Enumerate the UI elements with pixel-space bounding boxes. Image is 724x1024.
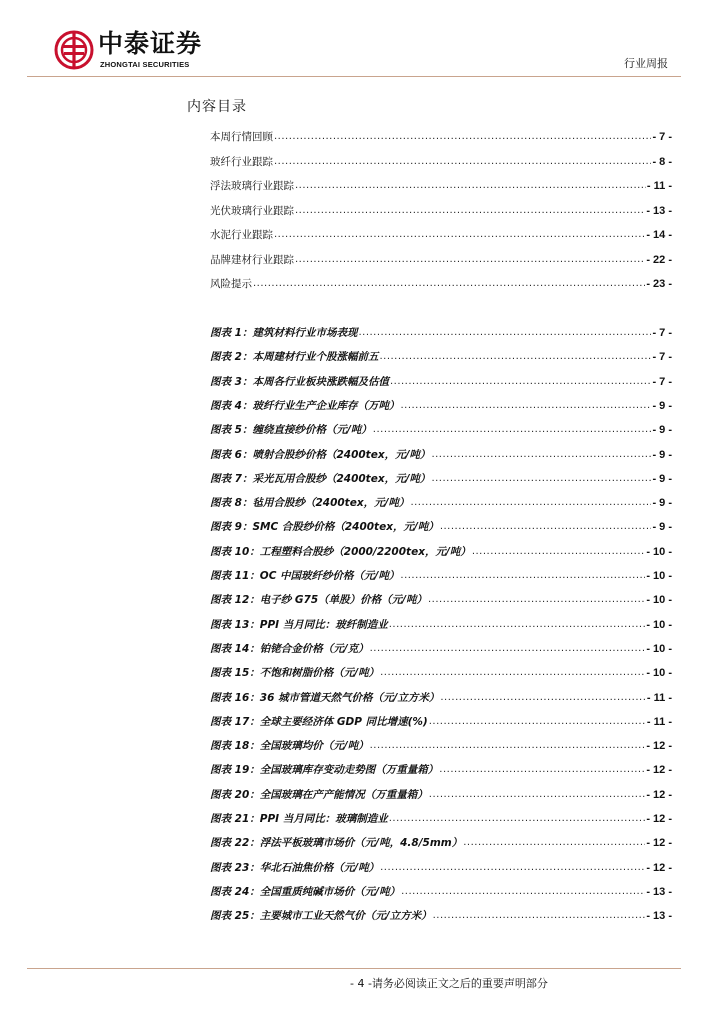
toc-entry-label: 图表 20：全国玻璃在产产能情况（万重量箱）: [210, 788, 428, 801]
toc-entry-label: 图表 12：电子纱 G75（单股）价格（元/吨）: [210, 594, 427, 607]
toc-entry-label: 图表 24：全国重质纯碱市场价（元/吨）: [210, 885, 401, 898]
toc-title: 内容目录: [187, 99, 247, 115]
toc-entry-label: 图表 22：浮法平板玻璃市场价（元/吨，4.8/5mm）: [210, 837, 463, 850]
toc-dot-leader: [439, 763, 645, 777]
header-divider: [27, 76, 681, 77]
toc-entry-page: - 12 -: [646, 813, 672, 825]
toc-entry-page: - 7 -: [652, 351, 672, 364]
toc-figure-entry[interactable]: [210, 737, 672, 753]
toc-entry-page: - 7 -: [652, 327, 672, 339]
toc-entry-page: - 7 -: [652, 131, 672, 143]
toc-figure-entry[interactable]: [210, 713, 672, 729]
toc-dot-leader: [390, 375, 651, 389]
toc-entry-page: - 22 -: [646, 253, 672, 266]
toc-dot-leader: [380, 861, 645, 875]
toc-entry-label: 风险提示: [210, 278, 252, 290]
toc-entry-page: - 23 -: [646, 278, 672, 290]
toc-section-entry[interactable]: [210, 202, 672, 218]
toc-dot-leader: [389, 618, 646, 632]
footer-divider: [27, 968, 681, 969]
toc-entry-label: 水泥行业跟踪: [210, 229, 273, 241]
toc-figure-entry[interactable]: [210, 518, 672, 534]
toc-dot-leader: [373, 423, 652, 437]
toc-entry-page: - 10 -: [646, 642, 672, 655]
toc-entry-page: - 10 -: [646, 594, 672, 607]
toc-section-entry[interactable]: [210, 275, 672, 291]
toc-dot-leader: [463, 836, 645, 850]
toc-figure-entry[interactable]: [210, 883, 672, 899]
toc-figure-entry[interactable]: [210, 616, 672, 632]
toc-entry-label: 图表 15：不饱和树脂价格（元/吨）: [210, 667, 380, 680]
toc-entry-label: 图表 21：PPI 当月同比：玻璃制造业: [210, 813, 388, 825]
toc-entry-page: - 7 -: [652, 375, 672, 388]
toc-entry-label: 图表 18：全国玻璃均价（元/吨）: [210, 740, 369, 753]
toc-entry-label: 图表 3：本周各行业板块涨跌幅及估值: [210, 375, 389, 388]
toc-dot-leader: [429, 788, 646, 802]
toc-entry-page: - 9 -: [652, 472, 672, 485]
page-header: [0, 0, 724, 80]
toc-section-entry[interactable]: [210, 128, 672, 144]
toc-section-entry[interactable]: [210, 251, 672, 267]
toc-entry-page: - 9 -: [652, 497, 672, 510]
toc-entry-page: - 10 -: [646, 545, 672, 558]
toc-entry-page: - 8 -: [652, 155, 672, 168]
toc-figure-entry[interactable]: [210, 810, 672, 826]
toc-entry-page: - 12 -: [646, 861, 672, 874]
toc-entry-label: 图表 9：SMC 合股纱价格（2400tex，元/吨）: [210, 521, 439, 534]
toc-dot-leader: [379, 350, 651, 364]
toc-figure-entry[interactable]: [210, 470, 672, 486]
toc-dot-leader: [389, 812, 646, 826]
toc-entry-page: - 9 -: [652, 424, 672, 437]
toc-dot-leader: [431, 472, 651, 486]
toc-entry-label: 图表 4：玻纤行业生产企业库存（万吨）: [210, 399, 400, 412]
toc-dot-leader: [401, 885, 645, 899]
toc-figure-entry[interactable]: [210, 348, 672, 364]
toc-entry-page: - 11 -: [646, 691, 672, 704]
toc-entry-label: 图表 7：采光瓦用合股纱（2400tex，元/吨）: [210, 472, 431, 485]
toc-entry-label: 图表 14：铂铑合金价格（元/克）: [210, 642, 369, 655]
toc-dot-leader: [431, 448, 651, 462]
toc-figure-entry[interactable]: [210, 859, 672, 875]
toc-section-entry[interactable]: [210, 226, 672, 242]
toc-entry-page: - 13 -: [646, 204, 672, 217]
toc-figure-entry[interactable]: [210, 567, 672, 583]
toc-entry-page: - 12 -: [646, 788, 672, 801]
toc-figure-entry[interactable]: [210, 446, 672, 462]
brand-name-en: ZHONGTAI SECURITIES: [100, 60, 190, 69]
toc-dot-leader: [433, 909, 646, 923]
toc-entry-page: - 12 -: [646, 740, 672, 753]
toc-entry-label: 本周行情回顾: [210, 131, 273, 143]
toc-entry-page: - 9 -: [652, 399, 672, 412]
toc-dot-leader: [370, 642, 646, 656]
toc-figure-entry[interactable]: [210, 664, 672, 680]
toc-entry-page: - 11 -: [646, 180, 672, 192]
toc-entry-label: 图表 8：毡用合股纱（2400tex，元/吨）: [210, 497, 410, 510]
toc-entry-page: - 11 -: [646, 715, 672, 728]
toc-figure-entry[interactable]: [210, 640, 672, 656]
toc-entry-page: - 10 -: [646, 667, 672, 680]
page-footer: - 4 -请务必阅读正文之后的重要声明部分: [350, 977, 548, 990]
toc-dot-leader: [274, 155, 651, 169]
toc-entry-page: - 9 -: [652, 448, 672, 461]
toc-entry-page: - 12 -: [646, 837, 672, 850]
toc-dot-leader: [400, 399, 651, 413]
toc-figure-entry[interactable]: [210, 324, 672, 340]
toc-entry-page: - 9 -: [652, 521, 672, 534]
toc-section-entry[interactable]: [210, 153, 672, 169]
toc-entry-label: 图表 25：主要城市工业天然气价（元/立方米）: [210, 910, 432, 923]
toc-entry-label: 图表 19：全国玻璃库存变动走势图（万重量箱）: [210, 764, 439, 777]
toc-dot-leader: [440, 691, 646, 705]
toc-dot-leader: [472, 545, 646, 559]
toc-dot-leader: [440, 520, 652, 534]
toc-dot-leader: [410, 496, 651, 510]
toc-dot-leader: [380, 666, 645, 680]
toc-figure-entry[interactable]: [210, 689, 672, 705]
toc-dot-leader: [274, 130, 651, 144]
toc-figure-entry[interactable]: [210, 761, 672, 777]
toc-figure-entry[interactable]: [210, 591, 672, 607]
toc-entry-label: 光伏玻璃行业跟踪: [210, 204, 294, 217]
toc-entry-label: 图表 10：工程塑料合股纱（2000/2200tex，元/吨）: [210, 545, 471, 558]
toc-entry-page: - 12 -: [646, 764, 672, 777]
toc-entry-label: 图表 17：全球主要经济体 GDP 同比增速(%): [210, 715, 428, 728]
toc-entry-label: 图表 5：缠绕直接纱价格（元/吨）: [210, 424, 372, 437]
toc-entry-page: - 13 -: [646, 910, 672, 923]
toc-dot-leader: [253, 277, 645, 291]
toc-entry-page: - 10 -: [646, 618, 672, 631]
toc-dot-leader: [274, 228, 645, 242]
toc-figure-entry[interactable]: [210, 373, 672, 389]
toc-figure-entry[interactable]: [210, 786, 672, 802]
toc-figure-entry[interactable]: [210, 834, 672, 850]
toc-entry-label: 图表 23：华北石油焦价格（元/吨）: [210, 861, 380, 874]
brand-name-cn: 中泰证券: [98, 29, 203, 58]
toc-dot-leader: [428, 593, 645, 607]
toc-entry-page: - 13 -: [646, 885, 672, 898]
toc-dot-leader: [295, 253, 645, 267]
toc-figure-entry[interactable]: [210, 907, 672, 923]
toc-entry-page: - 10 -: [646, 570, 672, 582]
toc-figure-entry[interactable]: [210, 543, 672, 559]
toc-dot-leader: [400, 569, 645, 583]
toc-section-entry[interactable]: [210, 177, 672, 193]
toc-entry-page: - 14 -: [646, 229, 672, 241]
toc-dot-leader: [295, 179, 646, 193]
toc-entry-label: 图表 11：OC 中国玻纤纱价格（元/吨）: [210, 570, 400, 582]
toc-entry-label: 图表 6：喷射合股纱价格（2400tex，元/吨）: [210, 448, 431, 461]
toc-dot-leader: [370, 739, 646, 753]
toc-entry-label: 图表 16：36 城市管道天然气价格（元/立方米）: [210, 691, 440, 704]
toc-figure-entry[interactable]: [210, 397, 672, 413]
toc-figure-entry[interactable]: [210, 494, 672, 510]
report-type: 行业周报: [624, 57, 668, 70]
toc-entry-label: 图表 13：PPI 当月同比：玻纤制造业: [210, 618, 388, 631]
toc-entry-label: 玻纤行业跟踪: [210, 155, 273, 168]
toc-entry-label: 浮法玻璃行业跟踪: [210, 180, 294, 192]
toc-dot-leader: [429, 715, 646, 729]
toc-entry-label: 图表 1：建筑材料行业市场表现: [210, 327, 358, 339]
toc-figure-entry[interactable]: [210, 421, 672, 437]
toc-dot-leader: [358, 326, 651, 340]
zhongtai-logo-icon: [54, 30, 94, 70]
toc-entry-label: 图表 2：本周建材行业个股涨幅前五: [210, 351, 379, 364]
toc-dot-leader: [295, 204, 645, 218]
toc-entry-label: 品牌建材行业跟踪: [210, 253, 294, 266]
